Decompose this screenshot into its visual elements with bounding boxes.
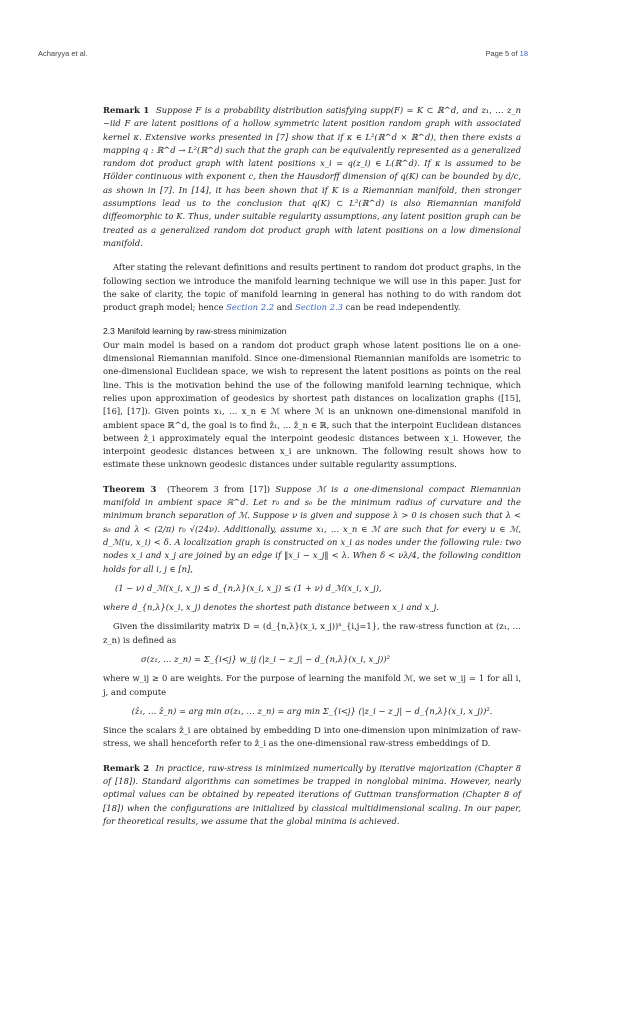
theorem-3-where: where d_{n,λ}(x_i, x_j) denotes the shortest path distance between x_i and x_j.: [103, 602, 439, 613]
stress-conclusion: Since the scalars ẑ_i are obtained by embedding D into one-dimension upon minimization of raw-stress, we shall henceforth refer to ẑ_i as the one-dimensional raw-stress embeddings of D.: [103, 725, 521, 749]
para-text-1: After stating the relevant definitions and results pertinent to random dot product graphs, in the following section we introduce the manifold learning technique we will use in this paper. Just for the sake of clarity, the topic of manifold learning in general has nothing to do with random dot product graph model; hence: [103, 262, 521, 313]
theorem-3-label: Theorem 3: [103, 483, 157, 494]
running-header-authors: Acharyya et al.: [38, 49, 88, 58]
para-text-3: can be read independently.: [342, 302, 461, 313]
stress-intro: Given the dissimilarity matrix D = (d_{n,λ}(x_i, x_j))ⁿ_{i,j=1}, the raw-stress function at (z₁, … z_n) is defined as: [103, 621, 521, 645]
section-heading: 2.3 Manifold learning by raw-stress minimization: [103, 326, 287, 337]
section-link-2-3[interactable]: Section 2.3: [295, 302, 343, 313]
theorem-3-ref: (Theorem 3 from [17]): [166, 483, 271, 494]
page-total-link[interactable]: 18: [519, 49, 528, 58]
remark-2: [103, 762, 521, 828]
stress-weights: where w_ij ≥ 0 are weights. For the purpose of learning the manifold ℳ, we set w_ij = 1 for all i, j, and compute: [103, 673, 521, 697]
remark-1-text: Suppose F is a probability distribution satisfying supp(F) = K ⊂ ℝ^d, and z₁, … z_n ~iid F are latent positions of a hollow symmetric latent position random graph with associated kernel κ. Extensive works presented in [7] show that if κ ∈ L²(ℝ^d × ℝ^d), then there exists a mapping q : ℝ^d → L²(ℝ^d) such that the graph can be equivalently represented as a generalized random dot product graph with latent positions x_i = q(z_i) ∈ L(ℝ^d). If κ is assumed to be Hölder continuous with exponent c, then the Hausdorff dimension of q(K) can be bounded by d/c, as shown in [7]. In [14], it has been shown that if K is a Riemannian manifold, then stronger assumptions lead us to the conclusion that q(K) ⊂ L²(ℝ^d) is also Riemannian manifold diffeomorphic to K. Thus, under suitable regularity assumptions, any latent position graph can be treated as a generalized random dot product graph with latent positions on a low dimensional manifold.: [103, 105, 521, 248]
remark-1-label: Remark 1: [103, 105, 150, 115]
remark-1: [103, 104, 521, 250]
theorem-3: [103, 483, 521, 576]
raw-stress-equation: σ(z₁, … z_n) = Σ_{i<j} w_ij (|z_i − z_j| − d_{n,λ}(x_i, x_j))²: [141, 653, 390, 664]
theorem-3-text: Suppose ℳ is a one-dimensional compact Riemannian manifold in ambient space ℝ^d. Let r₀ and s₀ be the minimum radius of curvature and the minimum branch separation of ℳ. Suppose ν is given and suppose λ > 0 is chosen such that λ < s₀ and λ < (2/π) r₀ √(24ν). Additionally, assume x₁, … x_n ∈ ℳ are such that for every u ∈ ℳ, d_ℳ(u, x_i) < δ. A localization graph is constructed on x_i as nodes under the following rule: two nodes x_i and x_j are joined by an edge if ‖x_i − x_j‖ < λ. When δ < νλ/4, the following condition holds for all i, j ∈ [n],: [103, 483, 521, 574]
remark-2-label: Remark 2: [103, 762, 150, 773]
remark-2-text: In practice, raw-stress is minimized numerically by iterative majorization (Chapter 8 of [18]). Standard algorithms can sometimes be trapped in nonglobal minima. However, nearly optimal values can be obtained by repeated iterations of Guttman transformation (Chapter 8 of [18]) when the configurations are initialized by classical multidimensional scaling. In our paper, for theoretical results, we assume that the global minima is achieved.: [103, 762, 521, 826]
argmin-equation: (ẑ₁, … ẑ_n) = arg min σ(z₁, … z_n) = arg min Σ_{i<j} (|z_i − z_j| − d_{n,λ}(x_i, x_j))².: [131, 705, 493, 716]
para-text-2: and: [274, 302, 296, 313]
running-header-page: [485, 49, 528, 58]
theorem-3-equation: (1 − ν) d_ℳ(x_i, x_j) ≤ d_{n,λ}(x_i, x_j) ≤ (1 + ν) d_ℳ(x_i, x_j),: [115, 582, 382, 593]
section-link-2-2[interactable]: Section 2.2: [226, 302, 275, 313]
paragraph-after-remark: [103, 261, 521, 314]
page-prefix: Page 5 of: [485, 49, 520, 58]
page-body: [103, 104, 521, 828]
section-paragraph: Our main model is based on a random dot product graph whose latent positions lie on a one-dimensional Riemannian manifold. Since one-dimensional Riemannian manifolds are isometric to one-dimensional Euclidean space, we wish to represent the latent positions as points on the real line. This is the motivation behind the use of the following manifold learning technique, which relies upon approximation of geodesics by shortest path distances on localization graphs ([15], [16], [17]). Given points x₁, … x_n ∈ ℳ where ℳ is an unknown one-dimensional manifold in ambient space ℝ^d, the goal is to find ẑ₁, … ẑ_n ∈ ℝ, such that the interpoint Euclidean distances between ẑ_i approximately equal the interpoint geodesic distances between x_i. However, the interpoint geodesic distances between x_i are unknown. The following result shows how to estimate these unknown geodesic distances under suitable regularity assumptions.: [103, 339, 521, 470]
